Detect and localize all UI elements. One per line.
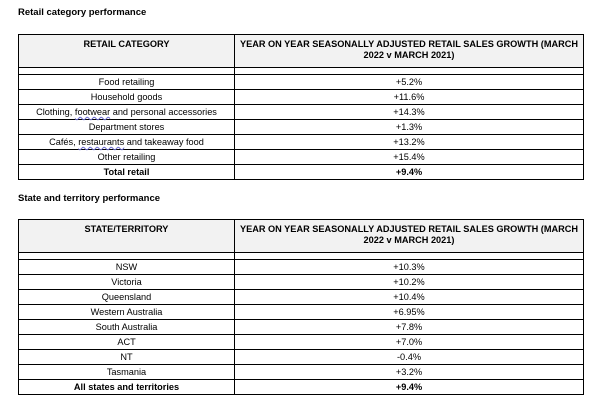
state-cell: Queensland (19, 290, 235, 305)
column-header-state: STATE/TERRITORY (19, 220, 235, 253)
table-header-row (19, 220, 584, 253)
growth-cell: +7.0% (235, 335, 584, 350)
table-row (19, 135, 584, 150)
growth-cell: +10.4% (235, 290, 584, 305)
category-cell: Cafés, restaurants and takeaway food (19, 135, 235, 150)
state-cell: NT (19, 350, 235, 365)
state-cell: Tasmania (19, 365, 235, 380)
total-label-cell: All states and territories (19, 380, 235, 395)
state-cell: Victoria (19, 275, 235, 290)
category-cell: Food retailing (19, 75, 235, 90)
table-row (19, 90, 584, 105)
growth-cell: +11.6% (235, 90, 584, 105)
category-cell: Department stores (19, 120, 235, 135)
table-row (19, 275, 584, 290)
table-row (19, 335, 584, 350)
column-header-growth: YEAR ON YEAR SEASONALLY ADJUSTED RETAIL SALES GROWTH (MARCH 2022 v MARCH 2021) (235, 220, 584, 253)
table-row (19, 320, 584, 335)
state-territory-table (18, 219, 584, 395)
growth-cell: +3.2% (235, 365, 584, 380)
state-cell: NSW (19, 260, 235, 275)
table-row (19, 290, 584, 305)
growth-cell: +5.2% (235, 75, 584, 90)
retail-section-title: Retail category performance (18, 7, 147, 18)
growth-cell: +13.2% (235, 135, 584, 150)
table-row (19, 120, 584, 135)
total-growth-cell: +9.4% (235, 165, 584, 180)
growth-cell: +7.8% (235, 320, 584, 335)
table-row (19, 75, 584, 90)
spellcheck-underlined-word: restaurants (78, 137, 125, 147)
growth-cell: +14.3% (235, 105, 584, 120)
total-growth-cell: +9.4% (235, 380, 584, 395)
states-section-title: State and territory performance (18, 193, 161, 204)
column-header-growth: YEAR ON YEAR SEASONALLY ADJUSTED RETAIL SALES GROWTH (MARCH 2022 v MARCH 2021) (235, 35, 584, 68)
table-total-row (19, 165, 584, 180)
growth-cell: +10.2% (235, 275, 584, 290)
growth-cell: +6.95% (235, 305, 584, 320)
category-cell: Clothing, footwear and personal accessories (19, 105, 235, 120)
state-cell: South Australia (19, 320, 235, 335)
table-row (19, 365, 584, 380)
table-row (19, 105, 584, 120)
table-row (19, 305, 584, 320)
state-cell: ACT (19, 335, 235, 350)
growth-cell: +15.4% (235, 150, 584, 165)
table-total-row (19, 380, 584, 395)
state-cell: Western Australia (19, 305, 235, 320)
category-cell: Other retailing (19, 150, 235, 165)
growth-cell: -0.4% (235, 350, 584, 365)
table-row (19, 150, 584, 165)
growth-cell: +10.3% (235, 260, 584, 275)
spellcheck-underlined-word: footwear (74, 107, 111, 117)
total-label-cell: Total retail (19, 165, 235, 180)
table-row (19, 260, 584, 275)
column-header-category: RETAIL CATEGORY (19, 35, 235, 68)
table-row (19, 350, 584, 365)
table-header-row (19, 35, 584, 68)
category-cell: Household goods (19, 90, 235, 105)
growth-cell: +1.3% (235, 120, 584, 135)
retail-category-table (18, 34, 584, 180)
